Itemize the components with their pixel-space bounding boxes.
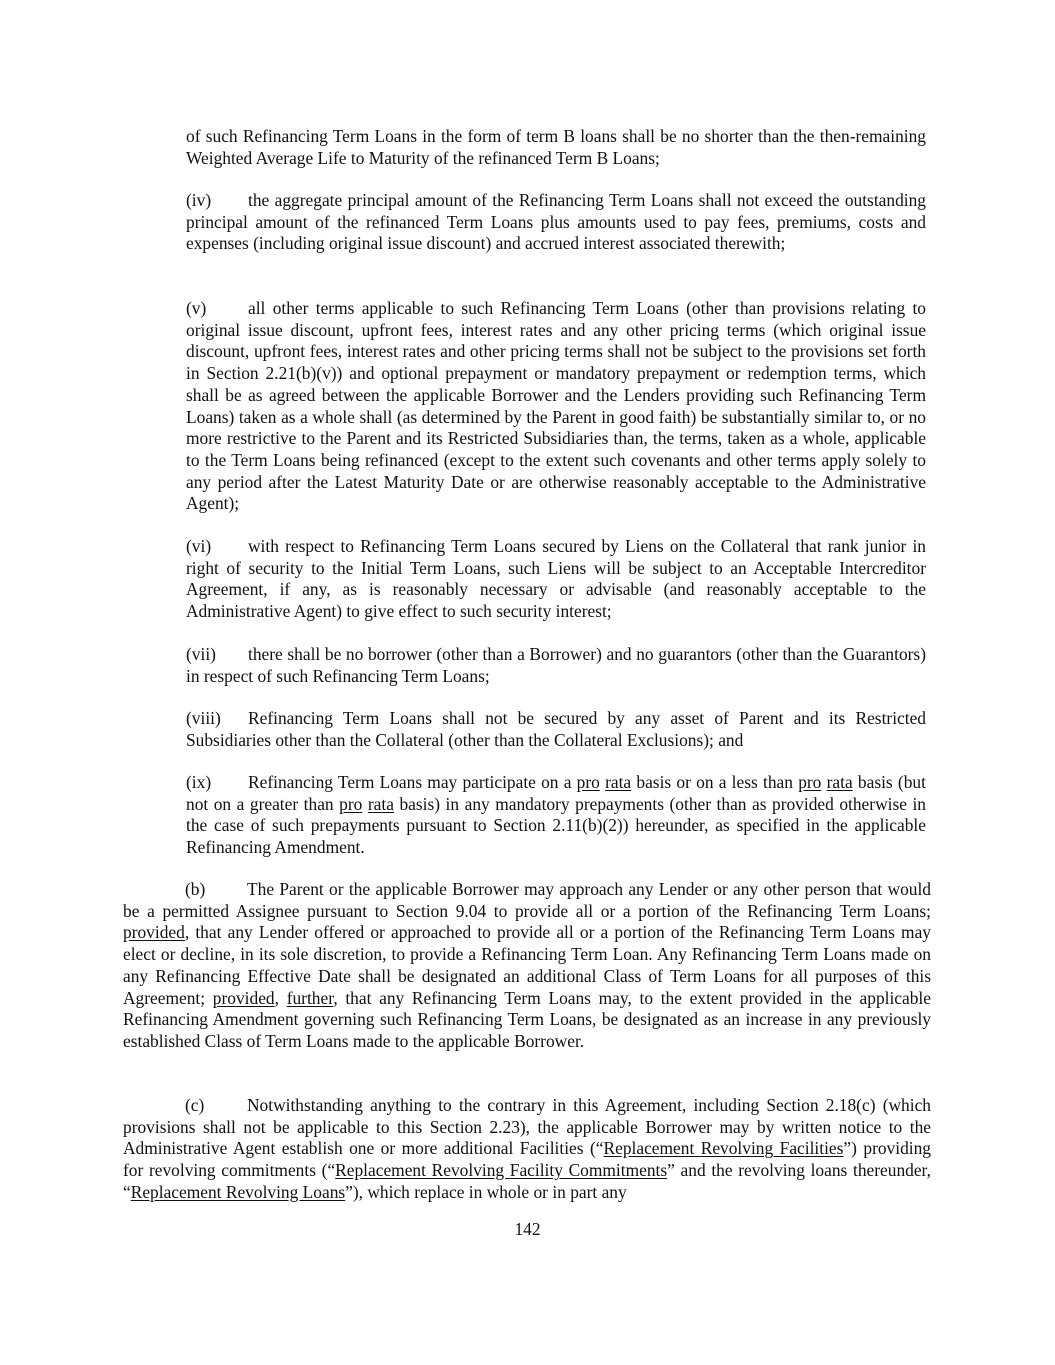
clause-text: the aggregate principal amount of the Refinancing Term Loans shall not exceed the outstanding principal amount of the refinanced Term Loans plus amounts used to pay fees, premiums, costs and expenses (including original issue discount) and accrued interest associated therewith; <box>186 190 926 254</box>
section-text-4: , that any Refinancing Term Loans may, to the extent provided in the applicable Refinancing Amendment governing such Refinancing Term Loans, be designated as an increase in any previously established Class of Term Loans made to the applicable Borrower. <box>123 987 931 1051</box>
underlined-term: provided <box>212 987 275 1008</box>
defined-term: Replacement Revolving Facility Commitments <box>335 1160 668 1181</box>
underlined-term: provided <box>123 922 185 943</box>
section-text-3: ” and the revolving loans thereunder, “ <box>123 1160 931 1202</box>
clause-text: with respect to Refinancing Term Loans secured by Liens on the Collateral that rank junior in right of security to the Initial Term Loans, such Liens will be subject to an Acceptable Intercreditor Agreement, if any, as is reasonably necessary or advisable (and reasonably acceptable to the Administrative Agent) to give effect to such security interest; <box>186 536 926 622</box>
clause-iv <box>186 190 926 255</box>
section-text-1: The Parent or the applicable Borrower may approach any Lender or any other person that would be a permitted Assignee pursuant to Section 9.04 to provide all or a portion of the Refinancing Term Loans; <box>123 879 931 921</box>
underlined-term: pro <box>576 772 600 792</box>
section-text-1: Notwithstanding anything to the contrary in this Agreement, including Section 2.18(c) (which provisions shall not be applicable to this Section 2.23), the applicable Borrower may by written notice to the Administrative Agent establish one or more additional Facilities (“ <box>123 1095 931 1159</box>
underlined-term: rata <box>605 772 632 792</box>
underlined-term: rata <box>826 772 853 792</box>
clause-number: (viii) <box>186 708 221 728</box>
section-text-3: , <box>274 987 279 1008</box>
paragraph-text: of such Refinancing Term Loans in the form of term B loans shall be no shorter than the then-remaining Weighted Average Life to Maturity of the refinanced Term B Loans; <box>186 126 926 168</box>
clause-viii <box>186 708 926 751</box>
clause-text-3: basis (but not on a greater than <box>186 772 926 814</box>
section-number: (c) <box>185 1095 205 1115</box>
clause-number: (ix) <box>186 772 212 792</box>
underlined-term: pro <box>798 772 822 792</box>
section-text-2: ”) providing for revolving commitments (“ <box>123 1138 931 1181</box>
section-number: (b) <box>185 879 206 899</box>
section-c <box>123 1095 931 1204</box>
defined-term: Replacement Revolving Facilities <box>603 1138 844 1159</box>
clause-number: (vi) <box>186 536 212 556</box>
section-text-4: ”), which replace in whole or in part any <box>345 1181 627 1202</box>
clause-text-1: Refinancing Term Loans may participate on a <box>248 772 572 792</box>
clause-text-2: basis or on a less than <box>636 772 793 792</box>
clause-v <box>186 298 926 515</box>
page-number: 142 <box>514 1219 541 1239</box>
clause-text-4: basis) in any mandatory prepayments (other than as provided otherwise in the case of such prepayments pursuant to Section 2.11(b)(2)) hereunder, as specified in the applicable Refinancing Amendment. <box>186 793 926 858</box>
clause-text: all other terms applicable to such Refinancing Term Loans (other than provisions relating to original issue discount, upfront fees, interest rates and any other pricing terms (which original issue discount, upfront fees, interest rates and other pricing terms shall not be subject to the provisions set forth in Section 2.21(b)(v)) and optional prepayment or mandatory prepayment or redemption terms, which shall be as agreed between the applicable Borrower and the Lenders providing such Refinancing Term Loans) taken as a whole shall (as determined by the Parent in good faith) be substantially similar to, or no more restrictive to the Parent and its Restricted Subsidiaries than, the terms, taken as a whole, applicable to the Term Loans being refinanced (except to the extent such covenants and other terms apply solely to any period after the Latest Maturity Date or are otherwise reasonably acceptable to the Administrative Agent); <box>186 298 926 514</box>
section-text-2: , that any Lender offered or approached to provide all or a portion of the Refinancing Term Loans may elect or decline, in its sole discretion, to provide a Refinancing Term Loan. Any Refinancing Term Loans made on any Refinancing Effective Date shall be designated an additional Class of Term Loans for all purposes of this Agreement; <box>123 922 931 1008</box>
clause-text: Refinancing Term Loans shall not be secured by any asset of Parent and its Restricted Subsidiaries other than the Collateral (other than the Collateral Exclusions); and <box>186 708 926 750</box>
clause-vi <box>186 536 926 623</box>
clause-ix <box>186 772 926 859</box>
clause-number: (iv) <box>186 190 212 210</box>
clause-number: (v) <box>186 298 207 318</box>
underlined-term: rata <box>367 793 394 814</box>
clause-number: (vii) <box>186 644 216 664</box>
underlined-term: pro <box>339 793 363 814</box>
paragraph-intro <box>186 126 926 169</box>
clause-vii <box>186 644 926 687</box>
defined-term: Replacement Revolving Loans <box>130 1181 346 1202</box>
underlined-term: further <box>286 987 334 1008</box>
section-b <box>123 879 931 1053</box>
clause-text: there shall be no borrower (other than a Borrower) and no guarantors (other than the Guarantors) in respect of such Refinancing Term Loans; <box>186 644 926 686</box>
